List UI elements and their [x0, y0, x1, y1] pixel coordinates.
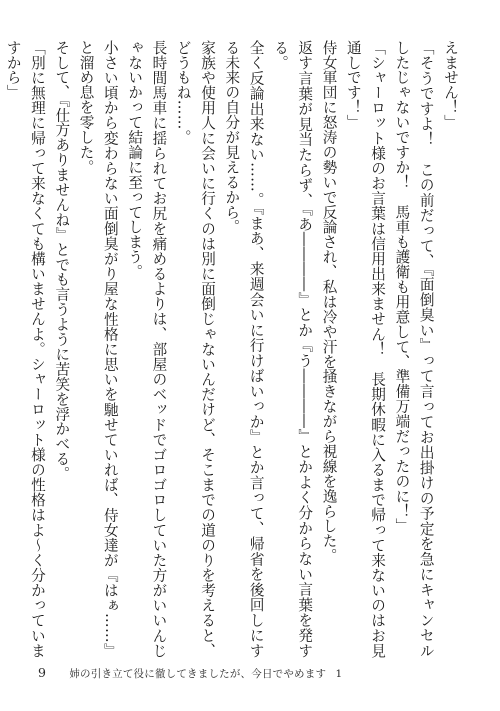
paragraph: 「別に無理に帰って来なくても構いませんよ。シャーロット様の性格はよ～く分かっていますから」 — [4, 40, 46, 658]
page-number: 9 — [38, 665, 46, 680]
paragraph: 長時間馬車に揺られてお尻を痛めるよりは、部屋のベッドでゴロゴロしていた方がいいんじゃないかって結論に至ってしまう。 — [126, 40, 168, 658]
volume-number: 1 — [335, 668, 343, 680]
paragraph: そして、『仕方ありませんね』とでも言うように苦笑を浮かべる。 — [53, 40, 71, 482]
paragraph: 「そうですよ！ この前だって、『面倒臭い』って言ってお出掛けの予定を急にキャンセルしたじゃないですか！ 馬車も護衛も用意して、準備万端だったのに！」 — [393, 40, 435, 658]
paragraph: えません！」 — [442, 40, 459, 130]
paragraph: 家族や使用人に会いに行くのは別に面倒じゃないんだけど、そこまでの道のりを考えると、どうもね……。 — [174, 40, 217, 658]
paragraph: 全く反論出来ない……。『まあ、来週会いに行けばいっか』とか言って、帰省を後回しにする未来の自分が見えるから。 — [223, 40, 265, 658]
body-text — [4, 40, 462, 658]
page-footer — [38, 665, 342, 681]
paragraph: 返す言葉が見当たらず、『あ――――』とか『う――――』とかよく分からない言葉を発する。 — [271, 40, 314, 658]
paragraph: 「シャーロット様のお言葉は信用出来ません！ 長期休暇に入るまで帰って来ないのはお見通しです！」 — [344, 40, 387, 658]
book-title: 姉の引き立て役に徹してきましたが、今日でやめます — [69, 668, 327, 680]
paragraph: 小さい頃から変わらない面倒臭がり屋な性格に思いを馳せていれば、侍女達が『はぁ……』と溜め息を零した。 — [77, 40, 119, 658]
paragraph: 侍女軍団に怒涛の勢いで反論され、私は冷や汗を掻きながら視線を逸らした。 — [320, 40, 338, 564]
